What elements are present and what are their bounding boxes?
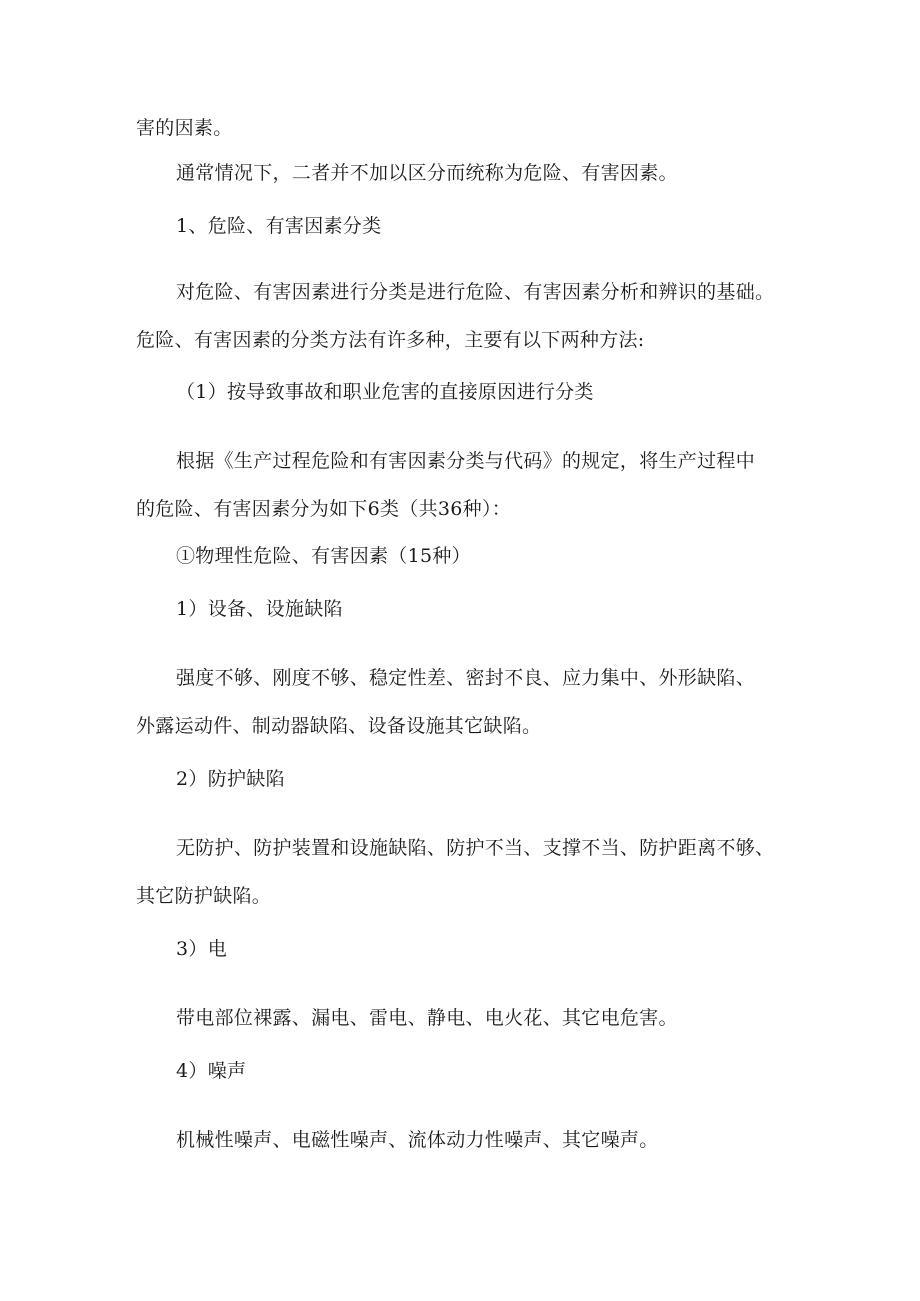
text-line: 无防护、防护装置和设施缺陷、防护不当、支撑不当、防护距离不够、 xyxy=(176,837,775,859)
text-line: 带电部位裸露、漏电、雷电、静电、电火花、其它电危害。 xyxy=(176,1007,678,1029)
category-heading: ①物理性危险、有害因素（15种） xyxy=(176,545,471,567)
section-heading: 1、危险、有害因素分类 xyxy=(176,215,382,237)
item-heading: 4）噪声 xyxy=(176,1060,247,1082)
text-line: 外露运动件、制动器缺陷、设备设施其它缺陷。 xyxy=(136,715,542,737)
text-line: 对危险、有害因素进行分类是进行危险、有害因素分析和辨识的基础。 xyxy=(176,281,775,303)
item-heading: 2）防护缺陷 xyxy=(176,768,285,790)
text-line: 通常情况下，二者并不加以区分而统称为危险、有害因素。 xyxy=(176,162,678,184)
item-heading: 3）电 xyxy=(176,938,227,960)
text-line: 危险、有害因素的分类方法有许多种，主要有以下两种方法: xyxy=(136,329,645,351)
text-line: 的危险、有害因素分为如下6类（共36种）： xyxy=(136,498,512,520)
text-line: 害的因素。 xyxy=(136,117,233,139)
text-line: 强度不够、刚度不够、稳定性差、密封不良、应力集中、外形缺陷、 xyxy=(176,667,756,689)
item-heading: 1）设备、设施缺陷 xyxy=(176,598,343,620)
text-line: 根据《生产过程危险和有害因素分类与代码》的规定，将生产过程中 xyxy=(176,450,756,472)
text-line: 机械性噪声、电磁性噪声、流体动力性噪声、其它噪声。 xyxy=(176,1129,659,1151)
subsection-heading: （1）按导致事故和职业危害的直接原因进行分类 xyxy=(176,381,594,403)
text-line: 其它防护缺陷。 xyxy=(136,885,272,907)
